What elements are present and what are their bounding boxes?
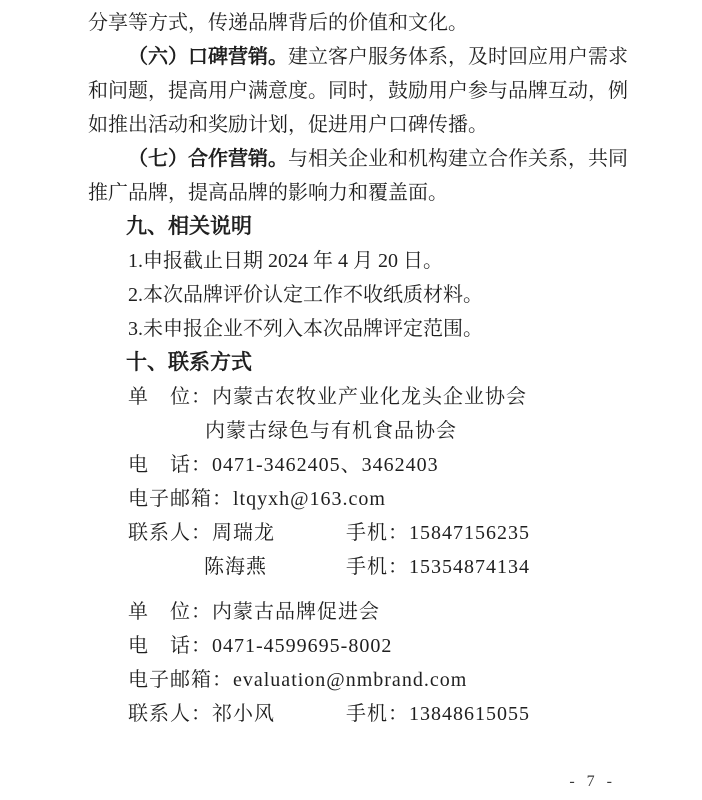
contact-person-cell	[128, 516, 346, 550]
contact-tel-number: 0471-3462405、3462403	[212, 454, 439, 476]
note-item-2: 2.本次品牌评价认定工作不收纸质材料。	[128, 284, 483, 306]
contact-email-label: 电子邮箱：	[128, 669, 233, 691]
contact-person-row	[88, 550, 628, 584]
contact-tel-label: 电 话：	[128, 635, 212, 657]
contact-email-row	[88, 482, 628, 516]
contact-person-name: 祁小风	[212, 703, 275, 725]
contact-person-row	[88, 697, 628, 731]
mobile-number: 15354874134	[409, 556, 530, 578]
section-heading-notes: 九、相关说明	[126, 215, 252, 238]
contact-unit-name: 内蒙古品牌促进会	[212, 601, 380, 623]
contact-unit-row	[88, 380, 628, 414]
subheading-7: （七）合作营销。	[128, 148, 288, 170]
page-content	[88, 6, 628, 731]
contact-person-label: 联系人：	[128, 522, 212, 544]
contact-person-name: 陈海燕	[204, 556, 267, 578]
contact-block-1	[88, 380, 628, 584]
contact-unit-label: 单 位：	[128, 386, 212, 408]
subheading-6: （六）口碑营销。	[128, 46, 288, 68]
contact-unit-name-2: 内蒙古绿色与有机食品协会	[205, 420, 457, 442]
contact-person-row	[88, 516, 628, 550]
contact-email-address: evaluation@nmbrand.com	[233, 669, 468, 691]
contact-tel-label: 电 话：	[128, 454, 212, 476]
section-heading-contact: 十、联系方式	[126, 351, 252, 374]
paragraph-cooperative-marketing	[88, 142, 628, 210]
mobile-number: 15847156235	[409, 522, 530, 544]
contact-person-cell	[128, 697, 346, 731]
mobile-label: 手机：	[346, 522, 409, 544]
contact-person-cell	[128, 550, 346, 584]
mobile-label: 手机：	[346, 556, 409, 578]
contact-tel-row	[88, 629, 628, 663]
mobile-number: 13848615055	[409, 703, 530, 725]
contact-person-label: 联系人：	[128, 703, 212, 725]
contact-tel-row	[88, 448, 628, 482]
contact-unit-name: 内蒙古农牧业产业化龙头企业协会	[212, 386, 527, 408]
page-number: - 7 -	[569, 773, 616, 790]
contact-unit-row-2	[88, 414, 628, 448]
paragraph-word-of-mouth-marketing	[88, 40, 628, 142]
contact-tel-number: 0471-4599695-8002	[212, 635, 393, 657]
contact-unit-row	[88, 595, 628, 629]
mobile-label: 手机：	[346, 703, 409, 725]
contact-block-2	[88, 595, 628, 731]
contact-unit-label: 单 位：	[128, 601, 212, 623]
contact-email-row	[88, 663, 628, 697]
contact-email-label: 电子邮箱：	[128, 488, 233, 510]
contact-person-name: 周瑞龙	[212, 522, 275, 544]
paragraph-continuation: 分享等方式，传递品牌背后的价值和文化。	[88, 12, 468, 34]
contact-email-address: ltqyxh@163.com	[233, 488, 386, 510]
note-item-3: 3.未申报企业不列入本次品牌评定范围。	[128, 318, 483, 340]
note-item-1: 1.申报截止日期 2024 年 4 月 20 日。	[128, 250, 443, 272]
paragraph-6-text: 建立客户服务体系，及时回应用户需求和问题，提高用户满意度。同时，鼓励用户参与品牌互动，例如推出活动和奖励计划，促进用户口碑传播。	[88, 46, 628, 136]
paragraph-7-text: 与相关企业和机构建立合作关系，共同推广品牌，提高品牌的影响力和覆盖面。	[88, 148, 628, 204]
